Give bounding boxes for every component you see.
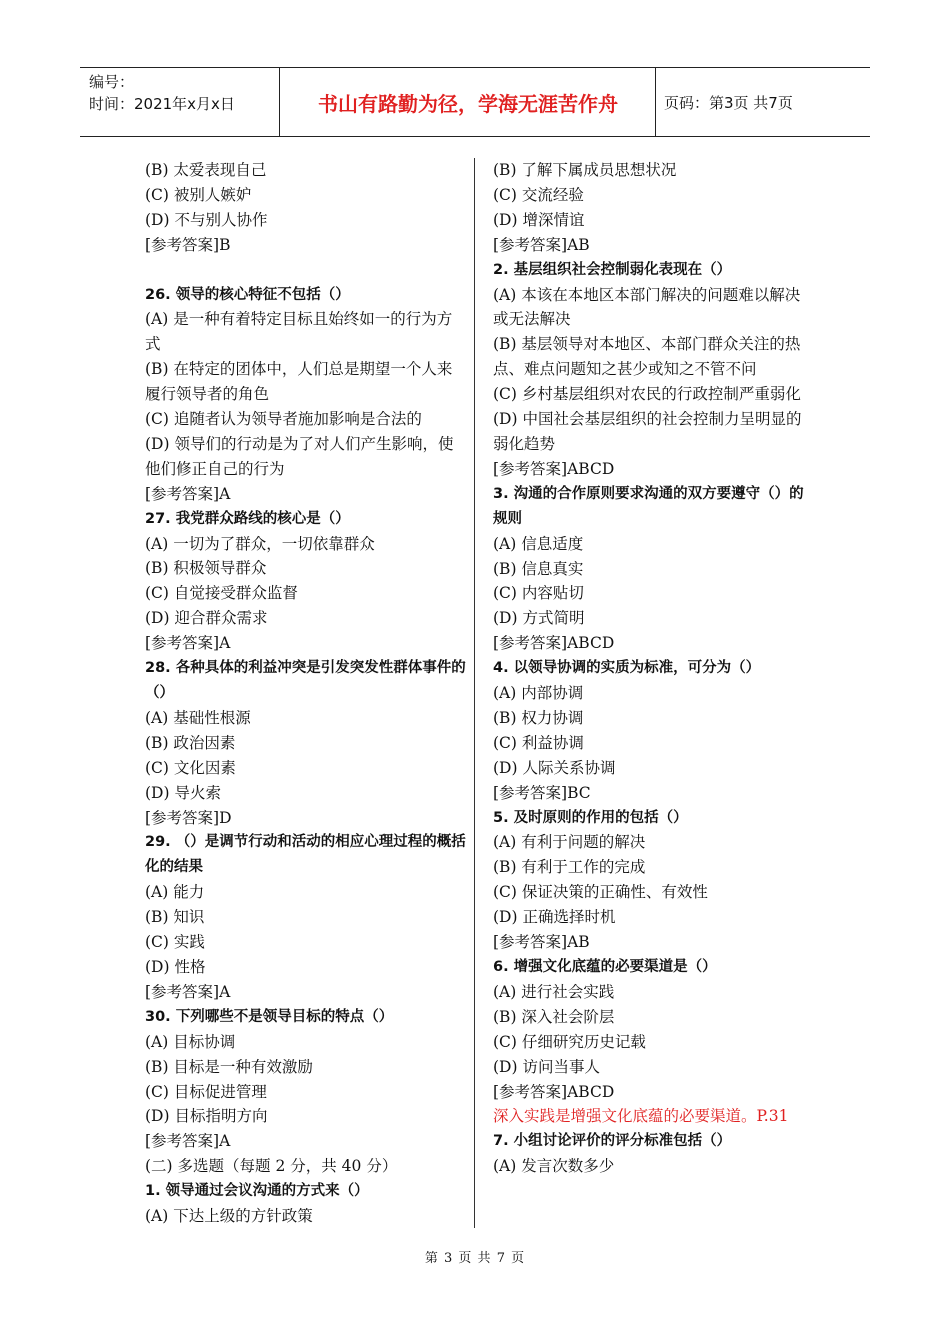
- answer-key: [参考答案]B: [145, 235, 231, 254]
- option-item: (A) 有利于问题的解决: [493, 833, 646, 852]
- option-item: (B) 政治因素: [145, 733, 236, 752]
- answer-key: [参考答案]ABCD: [493, 634, 615, 653]
- question-title: 4. 以领导协调的实质为标准，可分为（）: [493, 660, 761, 677]
- question-title: 1. 领导通过会议沟通的方式来（）: [145, 1183, 369, 1200]
- option-item: (D) 性格: [145, 957, 206, 976]
- answer-note: 深入实践是增强文化底蕴的必要渠道。P.31: [493, 1107, 789, 1126]
- question-title: 6. 增强文化底蕴的必要渠道是（）: [493, 959, 717, 975]
- option-item: (A) 是一种有着特定目标且始终如一的行为方式: [145, 310, 453, 354]
- question-title: 27. 我党群众路线的核心是（）: [145, 510, 350, 527]
- option-item: (B) 了解下属成员思想状况: [493, 161, 677, 179]
- option-item: (D) 导火索: [145, 783, 221, 802]
- answer-key: [参考答案]ABCD: [493, 1082, 615, 1101]
- column-divider: [474, 158, 475, 1228]
- question-title: 30. 下列哪些不是领导目标的特点（）: [145, 1008, 394, 1025]
- option-item: (C) 保证决策的正确性、有效性: [493, 883, 708, 902]
- date-text: 时间：2021年x月x日: [89, 95, 235, 113]
- option-item: (B) 权力协调: [493, 708, 584, 727]
- question-title: 7. 小组讨论评价的评分标准包括（）: [493, 1133, 732, 1150]
- option-item: (A) 信息适度: [493, 534, 584, 553]
- answer-key: [参考答案]AB: [493, 933, 590, 952]
- option-item: (B) 目标是一种有效激励: [145, 1057, 313, 1076]
- option-item: (C) 乡村基层组织对农民的行政控制严重弱化: [493, 385, 801, 404]
- option-item: (D) 领导们的行动是为了对人们产生影响，使他们修正自己的行为: [145, 434, 454, 478]
- option-item: (A) 能力: [145, 883, 205, 902]
- question-title: 2. 基层组织社会控制弱化表现在（）: [493, 261, 732, 278]
- spacer: [145, 258, 467, 283]
- page-header: [80, 67, 870, 137]
- option-item: (B) 积极领导群众: [145, 559, 267, 578]
- header-meta: [80, 68, 280, 136]
- option-item: (C) 内容贴切: [493, 584, 584, 603]
- serial-label: 编号：: [89, 73, 135, 91]
- header-page-info: 页码：第3页 共7页: [664, 93, 793, 112]
- question-title: 29. （）是调节行动和活动的相应心理过程的概括化的结果: [145, 834, 466, 876]
- page-footer: 第 3 页 共 7 页: [424, 1251, 526, 1266]
- option-item: (D) 目标指明方向: [145, 1107, 268, 1126]
- right-column: [493, 158, 813, 1179]
- option-item: (B) 信息真实: [493, 559, 584, 578]
- option-item: (B) 深入社会阶层: [493, 1007, 615, 1026]
- option-item: (A) 本该在本地区本部门解决的问题难以解决或无法解决: [493, 285, 801, 329]
- option-item: (D) 迎合群众需求: [145, 609, 268, 628]
- option-item: (B) 基层领导对本地区、本部门群众关注的热点、难点问题知之甚少或知之不管不问: [493, 335, 801, 379]
- option-item: (C) 实践: [145, 933, 205, 952]
- option-item: (B) 有利于工作的完成: [493, 858, 646, 877]
- option-item: (D) 不与别人协作: [145, 210, 268, 229]
- question-title: 3. 沟通的合作原则要求沟通的双方要遵守（）的规则: [493, 485, 804, 527]
- answer-key: [参考答案]D: [145, 808, 232, 827]
- option-item: (A) 基础性根源: [145, 708, 251, 727]
- option-item: (A) 下达上级的方针政策: [145, 1207, 313, 1226]
- option-item: (C) 文化因素: [145, 758, 236, 777]
- option-item: (C) 交流经验: [493, 185, 584, 204]
- option-item: (A) 发言次数多少: [493, 1157, 615, 1176]
- question-title: 5. 及时原则的作用的包括（）: [493, 809, 688, 826]
- option-item: (A) 进行社会实践: [493, 982, 615, 1001]
- question-title: 28. 各种具体的利益冲突是引发突发性群体事件的（）: [145, 660, 466, 702]
- question-title: 26. 领导的核心特征不包括（）: [145, 286, 350, 303]
- left-column: [145, 158, 467, 1229]
- option-item: (D) 中国社会基层组织的社会控制力呈明显的弱化趋势: [493, 410, 802, 453]
- option-item: (A) 目标协调: [145, 1032, 236, 1051]
- option-item: (B) 在特定的团体中，人们总是期望一个人来履行领导者的角色: [145, 360, 453, 404]
- answer-key: [参考答案]A: [145, 1132, 231, 1151]
- answer-key: [参考答案]BC: [493, 783, 591, 802]
- option-item: (A) 内部协调: [493, 684, 584, 703]
- answer-key: [参考答案]A: [145, 634, 231, 653]
- option-item: (C) 目标促进管理: [145, 1082, 267, 1101]
- option-item: (B) 太爱表现自己: [145, 161, 267, 179]
- option-item: (C) 自觉接受群众监督: [145, 584, 298, 603]
- option-item: (C) 利益协调: [493, 733, 584, 752]
- option-item: (D) 访问当事人: [493, 1057, 600, 1076]
- option-item: (D) 正确选择时机: [493, 908, 616, 927]
- section-heading: (二) 多选题（每题 2 分，共 40 分）: [145, 1157, 398, 1176]
- option-item: (D) 增深情谊: [493, 210, 585, 229]
- option-item: (C) 仔细研究历史记载: [493, 1032, 646, 1051]
- option-item: (A) 一切为了群众，一切依靠群众: [145, 534, 375, 553]
- header-motto: 书山有路勤为径，学海无涯苦作舟: [281, 68, 656, 136]
- option-item: (D) 方式简明: [493, 609, 585, 628]
- answer-key: [参考答案]ABCD: [493, 459, 615, 478]
- option-item: (C) 追随者认为领导者施加影响是合法的: [145, 410, 422, 429]
- option-item: (C) 被别人嫉妒: [145, 185, 252, 204]
- answer-key: [参考答案]A: [145, 982, 231, 1001]
- option-item: (D) 人际关系协调: [493, 758, 616, 777]
- answer-key: [参考答案]A: [145, 484, 231, 503]
- answer-key: [参考答案]AB: [493, 235, 590, 254]
- option-item: (B) 知识: [145, 908, 205, 927]
